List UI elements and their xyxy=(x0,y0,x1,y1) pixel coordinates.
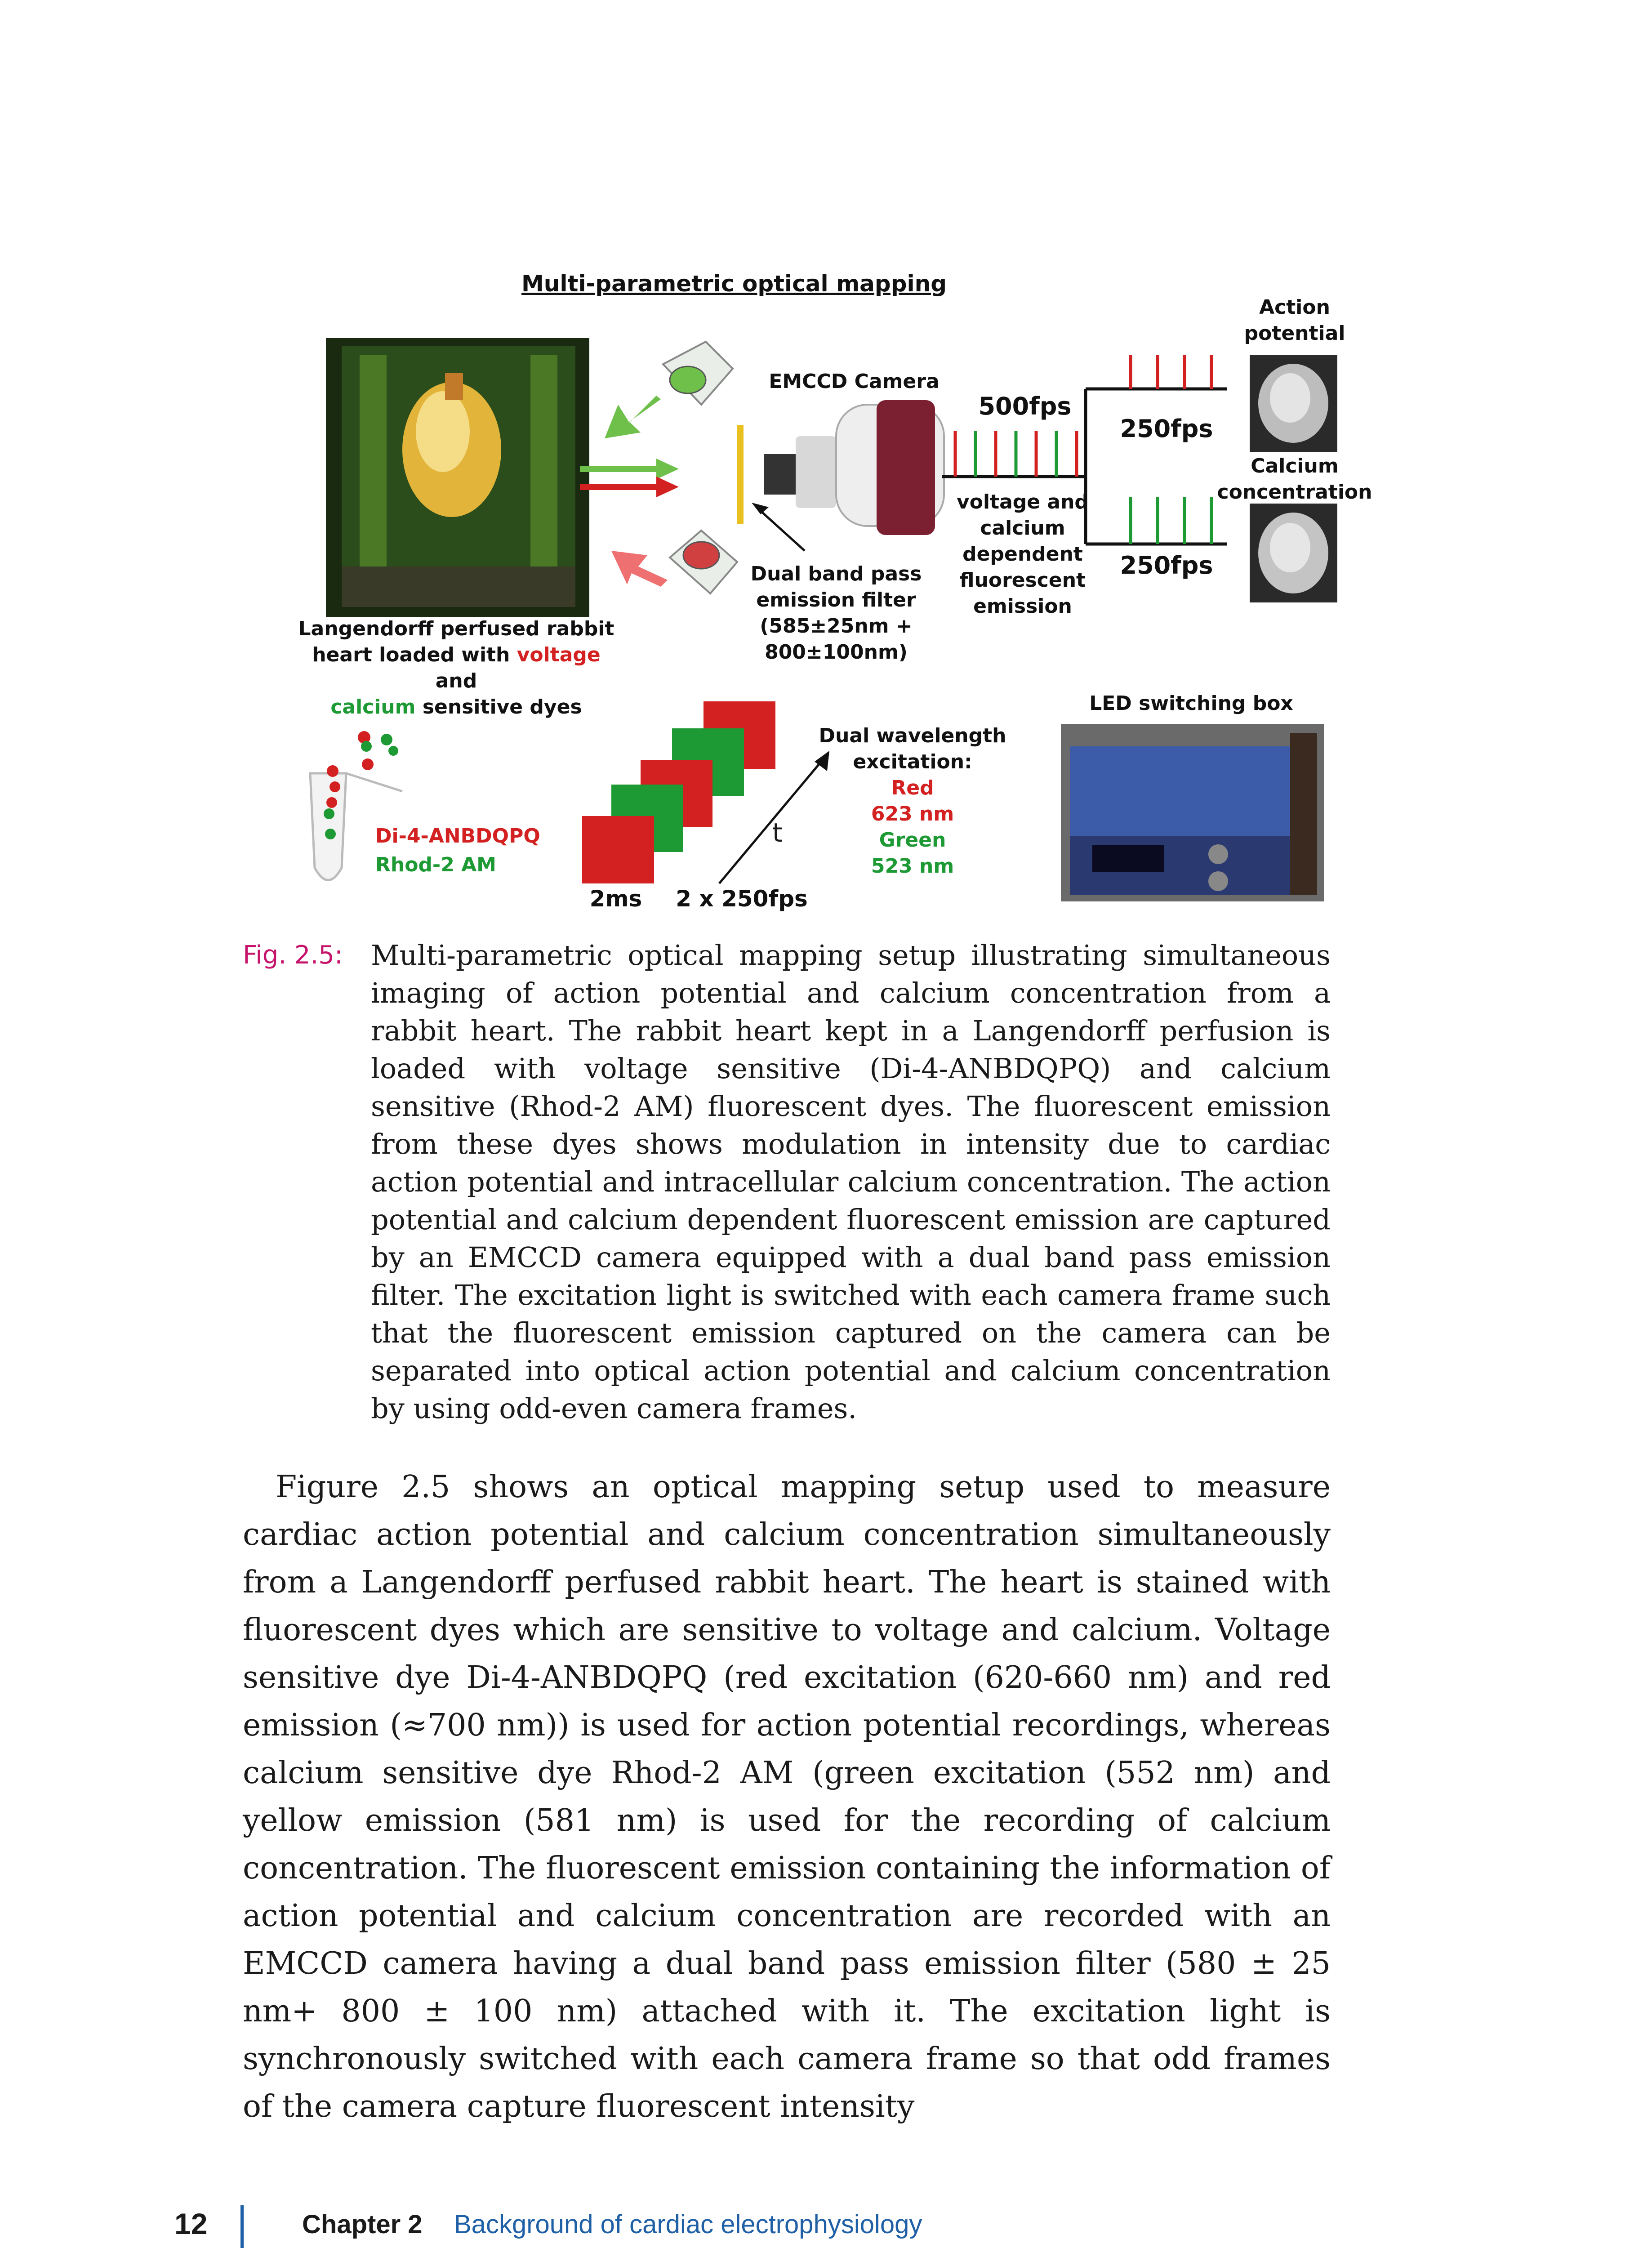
green-arrow-diagonal xyxy=(605,396,661,438)
action-potential-label: Action potential xyxy=(1244,296,1345,345)
caption-text: Multi-parametric optical mapping setup illustrating simultaneous imaging of action potential and calcium concentration from a rabbit heart. The rabbit heart kept in a Langendorff perfusion is loaded with voltage sensitive (Di-4-ANBDQPQ) and calcium sensitive (Rhod-2 AM) fluorescent dyes. The fluorescent emission from these dyes shows modulation in intensity due to cardiac action potential and intracellular calcium concentration. The action potential and calcium dependent fluorescent emission are captured by an EMCCD camera equipped with a dual band pass emission filter. The excitation light is switched with each camera frame such that the fluorescent emission captured on the camera can be separated into optical action potential and calcium concentration by using odd-even camera frames. xyxy=(371,939,1331,1425)
filter-label: Dual band pass emission filter (585±25nm + 800±100nm) xyxy=(750,562,922,664)
footer-rule xyxy=(240,2205,244,2248)
page-number: 12 xyxy=(174,2207,208,2240)
rate-250fps-top: 250fps xyxy=(1120,415,1213,443)
camera-label: EMCCD Camera xyxy=(769,370,940,393)
emission-label: voltage and calcium dependent fluorescent emission xyxy=(957,491,1089,618)
emission-filter xyxy=(737,425,744,524)
calcium-label: Calcium concentration xyxy=(1217,455,1372,504)
timing-2ms: 2ms xyxy=(589,886,642,912)
emccd-camera xyxy=(764,400,944,535)
led-box-label: LED switching box xyxy=(1089,692,1293,715)
excitation-frames xyxy=(582,701,775,883)
pulse-train-250fps-red xyxy=(1115,355,1227,389)
chapter-title: Background of cardiac electrophysiology xyxy=(454,2210,922,2239)
body-paragraph: Figure 2.5 shows an optical mapping setup used to measure cardiac action potential and calcium concentration simultaneously from a Langendorff perfused rabbit heart. The heart is stained with fluorescent dyes which are sensitive to voltage and calcium. Voltage sensitive dye Di-4-ANBDQPQ (red excitation (620-660 nm) and red emission (≈700 nm)) is used for action potential recordings, whereas calcium sensitive dye Rhod-2 AM (green excitation (552 nm) and yellow emission (581 nm) is used for the recording of calcium concentration. The fluorescent emission containing the information of action potential and calcium concentration are recorded with an EMCCD camera having a dual band pass emission filter (580 ± 25 nm+ 800 ± 100 nm) attached with it. The excitation light is synchronously switched with each camera frame so that odd frames of the camera capture fluorescent intensity xyxy=(243,1469,1331,2124)
action-potential-map xyxy=(1250,355,1337,452)
excitation-label: Dual wavelength excitation: Red 623 nm Green 523 nm xyxy=(819,724,1006,878)
led-source-green xyxy=(663,342,733,405)
calcium-map xyxy=(1250,504,1337,602)
led-source-red xyxy=(670,531,737,593)
heart-photo xyxy=(326,338,589,617)
chapter-label: Chapter 2 xyxy=(302,2210,423,2239)
red-arrow-diagonal xyxy=(611,551,668,587)
rate-500fps: 500fps xyxy=(978,392,1072,420)
timing-rate: 2 x 250fps xyxy=(676,886,808,912)
filter-pointer-line xyxy=(757,508,805,551)
time-axis-label: t xyxy=(772,817,783,848)
heart-label: Langendorff perfused rabbit heart loaded with voltage and calcium sensitive dyes xyxy=(298,617,614,719)
green-arrow xyxy=(580,459,679,479)
pulse-train-500fps xyxy=(942,431,1086,477)
red-arrow xyxy=(580,477,679,497)
figure-title: Multi-parametric optical mapping xyxy=(521,271,947,297)
pulse-train-250fps-green xyxy=(1115,497,1227,544)
filter-pointer-head xyxy=(752,503,769,514)
dye-labels: Di-4-ANBDQPQ Rhod-2 AM xyxy=(375,825,540,876)
caption-label: Fig. 2.5: xyxy=(243,941,343,970)
figure-caption xyxy=(243,937,1331,1427)
rate-250fps-bottom: 250fps xyxy=(1120,551,1213,580)
led-box-photo xyxy=(1061,724,1324,901)
